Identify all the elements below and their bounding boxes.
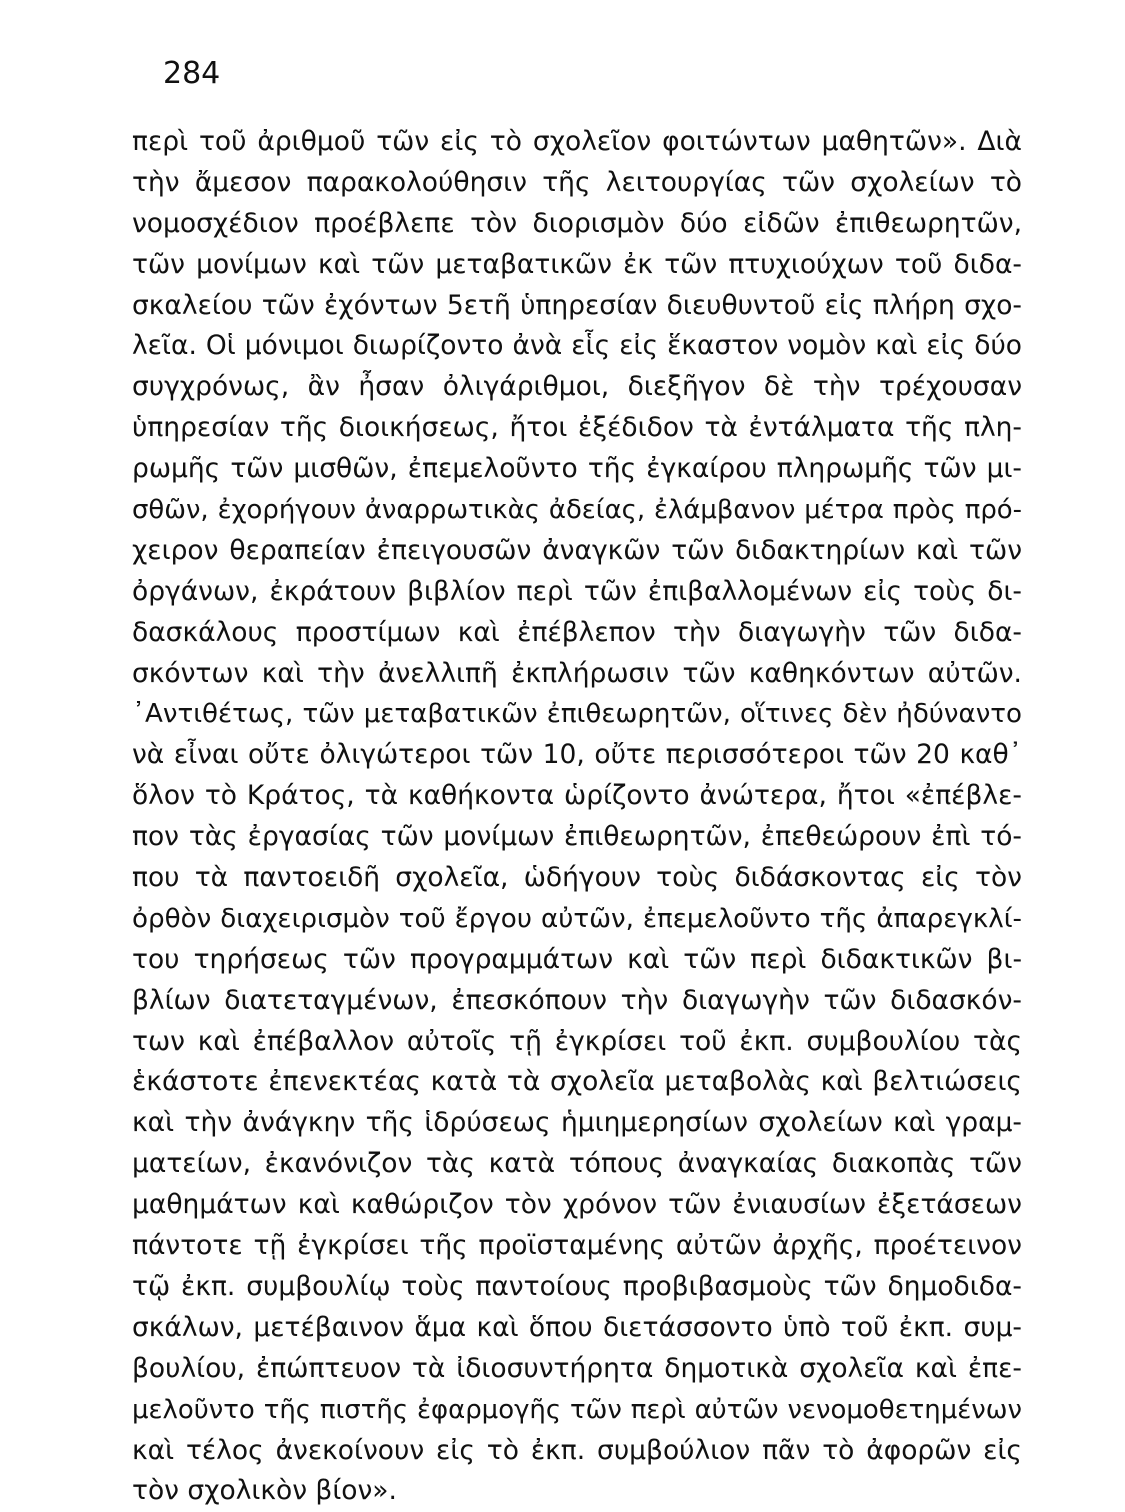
text-line: βλίων διατεταγμένων, ἐπεσκόπουν τὴν διαγωγὴν τῶν διδασκόν- [132, 984, 1022, 1016]
text-line: μελοῦντο τῆς πιστῆς ἐφαρμογῆς τῶν περὶ αὐτῶν νενομοθετημένων [132, 1394, 1022, 1425]
text-line: πον τὰς ἐργασίας τῶν μονίμων ἐπιθεωρητῶν, ἐπεθεώρουν ἐπὶ τό- [132, 821, 1022, 853]
text-line: νὰ εἶναι οὔτε ὀλιγώτεροι τῶν 10, οὔτε περισσότεροι τῶν 20 καθ᾿ [132, 739, 1022, 771]
text-line: λεῖα. Οἱ μόνιμοι διωρίζοντο ἀνὰ εἷς εἰς ἕκαστον νομὸν καὶ εἰς δύο [132, 330, 1022, 362]
text-line: που τὰ παντοειδῆ σχολεῖα, ὡδήγουν τοὺς διδάσκοντας εἰς τὸν [132, 862, 1022, 894]
text-line: ὀργάνων, ἐκράτουν βιβλίον περὶ τῶν ἐπιβαλλομένων εἰς τοὺς δι- [132, 575, 1022, 607]
body-text [132, 122, 1022, 1512]
text-line: ὑπηρεσίαν τῆς διοικήσεως, ἤτοι ἐξέδιδον τὰ ἐντάλματα τῆς πλη- [132, 412, 1022, 444]
text-line: τὸν σχολικὸν βίον». [132, 1475, 397, 1507]
text-line: σθῶν, ἐχορήγουν ἀναρρωτικὰς ἀδείας, ἐλάμβανον μέτρα πρὸς πρό- [132, 495, 1022, 526]
text-line: ματείων, ἐκανόνιζον τὰς κατὰ τόπους ἀναγκαίας διακοπὰς τῶν [132, 1148, 1022, 1180]
text-line: ᾿Αντιθέτως, τῶν μεταβατικῶν ἐπιθεωρητῶν, οἵτινες δὲν ἠδύναντο [132, 699, 1022, 730]
text-line: τῷ ἐκπ. συμβουλίῳ τοὺς παντοίους προβιβασμοὺς τῶν δημοδιδα- [132, 1270, 1022, 1302]
text-line: καὶ τὴν ἀνάγκην τῆς ἱδρύσεως ἡμιημερησίων σχολείων καὶ γραμ- [132, 1107, 1022, 1139]
text-line: τῶν μονίμων καὶ τῶν μεταβατικῶν ἐκ τῶν πτυχιούχων τοῦ διδα- [132, 248, 1022, 280]
text-line: ὀρθὸν διαχειρισμὸν τοῦ ἔργου αὐτῶν, ἐπεμελοῦντο τῆς ἀπαρεγκλί- [132, 903, 1022, 934]
text-line: ὅλον τὸ Κράτος, τὰ καθήκοντα ὡρίζοντο ἀνώτερα, ἤτοι «ἐπέβλε- [132, 780, 1022, 812]
text-line: συγχρόνως, ἂν ἦσαν ὀλιγάριθμοι, διεξῆγον δὲ τὴν τρέχουσαν [132, 371, 1022, 403]
text-line: τὴν ἄμεσον παρακολούθησιν τῆς λειτουργίας τῶν σχολείων τὸ [132, 166, 1022, 198]
text-line: δασκάλους προστίμων καὶ ἐπέβλεπον τὴν διαγωγὴν τῶν διδα- [132, 616, 1022, 648]
text-line: μαθημάτων καὶ καθώριζον τὸν χρόνον τῶν ἐνιαυσίων ἐξετάσεων [132, 1189, 1022, 1221]
text-line: σκαλείου τῶν ἐχόντων 5ετῆ ὑπηρεσίαν διευθυντοῦ εἰς πλήρη σχο- [132, 289, 1022, 321]
text-line: νομοσχέδιον προέβλεπε τὸν διορισμὸν δύο εἰδῶν ἐπιθεωρητῶν, [132, 207, 1022, 239]
text-line: περὶ τοῦ ἀριθμοῦ τῶν εἰς τὸ σχολεῖον φοιτώντων μαθητῶν». Διὰ [132, 126, 1022, 157]
page-number: 284 [163, 56, 221, 91]
text-line: σκόντων καὶ τὴν ἀνελλιπῆ ἐκπλήρωσιν τῶν καθηκόντων αὐτῶν. [132, 657, 1022, 689]
text-line: ρωμῆς τῶν μισθῶν, ἐπεμελοῦντο τῆς ἐγκαίρου πληρωμῆς τῶν μι- [132, 453, 1022, 485]
text-line: πάντοτε τῇ ἐγκρίσει τῆς προϊσταμένης αὐτῶν ἀρχῆς, προέτεινον [132, 1230, 1022, 1262]
text-line: του τηρήσεως τῶν προγραμμάτων καὶ τῶν περὶ διδακτικῶν βι- [132, 943, 1022, 975]
text-line: ἑκάστοτε ἐπενεκτέας κατὰ τὰ σχολεῖα μεταβολὰς καὶ βελτιώσεις [132, 1066, 1022, 1098]
text-line: βουλίου, ἐπώπτευον τὰ ἰδιοσυντήρητα δημοτικὰ σχολεῖα καὶ ἐπε- [132, 1352, 1022, 1384]
text-line: σκάλων, μετέβαινον ἅμα καὶ ὅπου διετάσσοντο ὑπὸ τοῦ ἐκπ. συμ- [132, 1311, 1022, 1343]
text-line: χειρον θεραπείαν ἐπειγουσῶν ἀναγκῶν τῶν διδακτηρίων καὶ τῶν [132, 534, 1022, 566]
text-line: καὶ τέλος ἀνεκοίνουν εἰς τὸ ἐκπ. συμβούλιον πᾶν τὸ ἀφορῶν εἰς [132, 1434, 1022, 1466]
text-line: των καὶ ἐπέβαλλον αὐτοῖς τῇ ἐγκρίσει τοῦ ἐκπ. συμβουλίου τὰς [132, 1025, 1022, 1057]
